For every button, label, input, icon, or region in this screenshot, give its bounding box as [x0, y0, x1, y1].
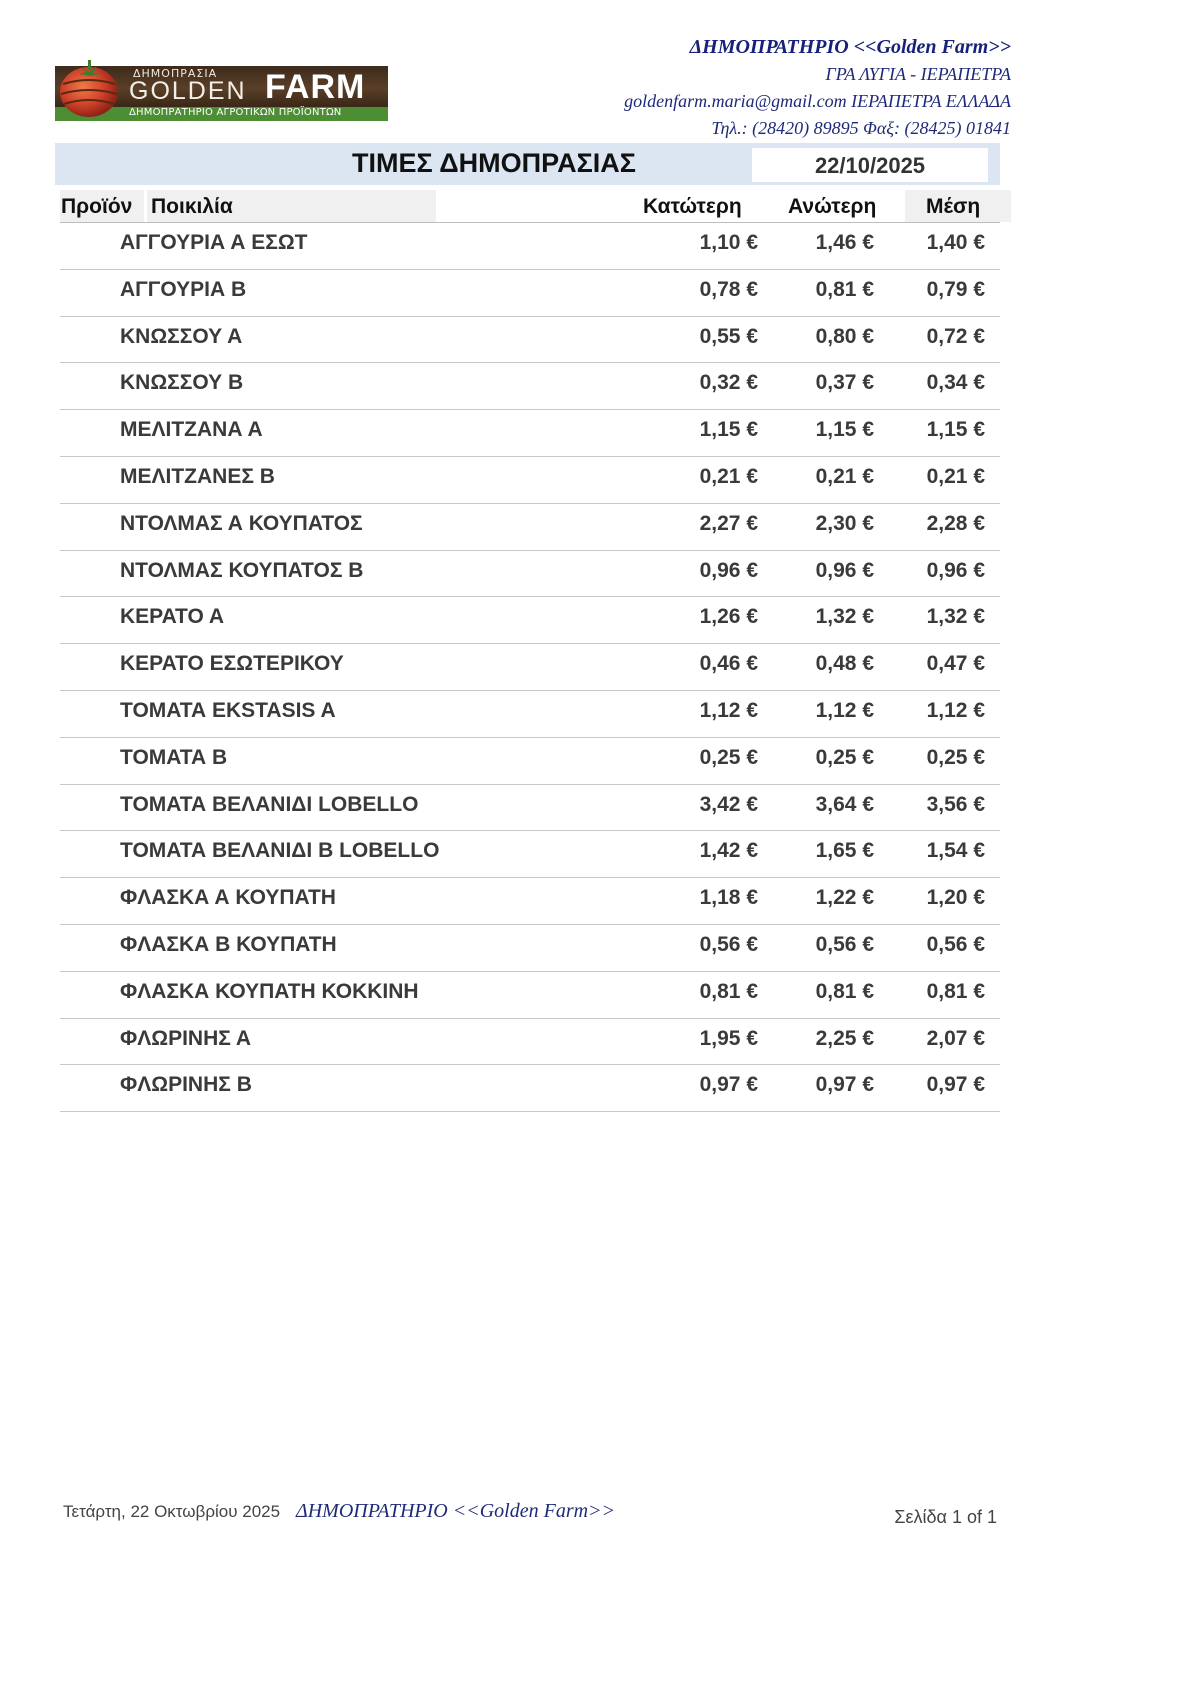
column-header-high: Ανώτερη [788, 195, 877, 218]
column-header-avg: Μέση [926, 195, 981, 218]
table-row [60, 785, 1000, 832]
high-price-cell: 0,37 € [815, 371, 874, 395]
low-price-cell: 0,21 € [699, 464, 758, 488]
table-row [60, 457, 1000, 504]
low-price-cell: 0,25 € [699, 745, 758, 769]
table-row [60, 972, 1000, 1019]
table-row [60, 504, 1000, 551]
product-name-cell: ΤΟΜΑΤΑ ΒΕΛΑΝΙΔΙ Β LOBELLO [120, 839, 440, 863]
table-row [60, 831, 1000, 878]
avg-price-cell: 3,56 € [926, 792, 985, 816]
column-header-low: Κατώτερη [643, 195, 742, 218]
low-price-cell: 0,78 € [699, 277, 758, 301]
avg-price-cell: 1,32 € [926, 605, 985, 629]
low-price-cell: 1,18 € [699, 886, 758, 910]
page-number: Σελίδα 1 of 1 [894, 1507, 997, 1527]
avg-price-cell: 0,56 € [926, 932, 985, 956]
high-price-cell: 0,80 € [815, 324, 874, 348]
product-name-cell: ΤΟΜΑΤΑ ΒΕΛΑΝΙΔΙ LOBELLO [120, 792, 419, 816]
high-price-cell: 1,32 € [815, 605, 874, 629]
product-name-cell: ΚΝΩΣΣΟΥ Α [120, 324, 243, 348]
avg-price-cell: 0,25 € [926, 745, 985, 769]
table-row [60, 925, 1000, 972]
high-price-cell: 0,96 € [815, 558, 874, 582]
avg-price-cell: 1,54 € [926, 839, 985, 863]
high-price-cell: 0,81 € [815, 277, 874, 301]
low-price-cell: 3,42 € [699, 792, 758, 816]
product-name-cell: ΑΓΓΟΥΡΙΑ Α ΕΣΩΤ [120, 231, 308, 254]
high-price-cell: 1,65 € [815, 839, 874, 863]
product-name-cell: ΦΛΑΣΚΑ Α ΚΟΥΠΑΤΗ [120, 886, 336, 910]
product-name-cell: ΤΟΜΑΤΑ Β [120, 745, 228, 769]
company-name: ΔΗΜΟΠΡΑΤΗΡΙΟ <<Golden Farm>> [689, 36, 1011, 58]
company-email: goldenfarm.maria@gmail.com ΙΕΡΑΠΕΤΡΑ ΕΛΛΑΔΑ [624, 91, 1011, 111]
avg-price-cell: 1,40 € [926, 231, 985, 254]
table-row [60, 644, 1000, 691]
avg-price-cell: 0,21 € [926, 464, 985, 488]
high-price-cell: 1,46 € [815, 231, 874, 254]
product-name-cell: ΝΤΟΛΜΑΣ ΚΟΥΠΑΤΟΣ Β [120, 558, 364, 582]
high-price-cell: 1,22 € [815, 886, 874, 910]
table-row [60, 597, 1000, 644]
product-name-cell: ΝΤΟΛΜΑΣ Α ΚΟΥΠΑΤΟΣ [120, 511, 363, 535]
low-price-cell: 0,96 € [699, 558, 758, 582]
tomato-icon [57, 58, 123, 118]
high-price-cell: 0,48 € [815, 652, 874, 676]
low-price-cell: 2,27 € [699, 511, 758, 535]
high-price-cell: 0,81 € [815, 979, 874, 1003]
product-name-cell: ΑΓΓΟΥΡΙΑ Β [120, 277, 247, 301]
avg-price-cell: 0,72 € [926, 324, 985, 348]
avg-price-cell: 1,20 € [926, 886, 985, 910]
low-price-cell: 1,12 € [699, 698, 758, 722]
product-name-cell: ΦΛΩΡΙΝΗΣ Β [120, 1073, 252, 1097]
low-price-cell: 0,81 € [699, 979, 758, 1003]
avg-price-cell: 2,28 € [926, 511, 985, 535]
column-header-variety: Ποικιλία [151, 195, 233, 218]
footer-company: ΔΗΜΟΠΡΑΤΗΡΙΟ <<Golden Farm>> [296, 1500, 616, 1522]
high-price-cell: 1,12 € [815, 698, 874, 722]
table-row [60, 270, 1000, 317]
company-phones: Τηλ.: (28420) 89895 Φαξ: (28425) 01841 [711, 118, 1011, 138]
avg-price-cell: 0,97 € [926, 1073, 985, 1097]
low-price-cell: 1,10 € [699, 231, 758, 254]
low-price-cell: 0,46 € [699, 652, 758, 676]
logo-farm-text: FARM [265, 68, 366, 106]
avg-price-cell: 0,81 € [926, 979, 985, 1003]
table-row [60, 1019, 1000, 1066]
low-price-cell: 0,56 € [699, 932, 758, 956]
auction-date: 22/10/2025 [814, 153, 926, 178]
company-location: ΓΡΑ ΛΥΓΙΑ - ΙΕΡΑΠΕΤΡΑ [825, 64, 1011, 84]
logo-small-text: ΔΗΜΟΠΡΑΣΙΑ [133, 67, 218, 80]
product-name-cell: ΦΛΑΣΚΑ Β ΚΟΥΠΑΤΗ [120, 932, 337, 956]
footer-date: Τετάρτη, 22 Οκτωβρίου 2025 [63, 1502, 281, 1521]
avg-price-cell: 0,34 € [926, 371, 985, 395]
table-row [60, 878, 1000, 925]
high-price-cell: 0,25 € [815, 745, 874, 769]
high-price-cell: 2,30 € [815, 511, 874, 535]
low-price-cell: 1,15 € [699, 418, 758, 442]
table-row [60, 363, 1000, 410]
low-price-cell: 0,97 € [699, 1073, 758, 1097]
product-name-cell: ΚΝΩΣΣΟΥ Β [120, 371, 244, 395]
low-price-cell: 0,55 € [699, 324, 758, 348]
logo-tagline: ΔΗΜΟΠΡΑΤΗΡΙΟ ΑΓΡΟΤΙΚΩΝ ΠΡΟΪΟΝΤΩΝ [129, 107, 342, 118]
page-title: ΤΙΜΕΣ ΔΗΜΟΠΡΑΣΙΑΣ [352, 148, 637, 178]
avg-price-cell: 2,07 € [926, 1026, 985, 1050]
table-row [60, 410, 1000, 457]
table-row [60, 1065, 1000, 1112]
avg-price-cell: 1,12 € [926, 698, 985, 722]
avg-price-cell: 1,15 € [926, 418, 985, 442]
avg-price-cell: 0,47 € [926, 652, 985, 676]
high-price-cell: 1,15 € [815, 418, 874, 442]
table-row [60, 738, 1000, 785]
product-name-cell: ΚΕΡΑΤΟ Α [120, 605, 225, 629]
high-price-cell: 0,97 € [815, 1073, 874, 1097]
product-name-cell: ΜΕΛΙΤΖΑΝΑ Α [120, 418, 263, 442]
high-price-cell: 3,64 € [815, 792, 874, 816]
product-name-cell: ΜΕΛΙΤΖΑΝΕΣ Β [120, 464, 275, 488]
high-price-cell: 2,25 € [815, 1026, 874, 1050]
low-price-cell: 1,26 € [699, 605, 758, 629]
low-price-cell: 1,42 € [699, 839, 758, 863]
golden-farm-logo [55, 52, 388, 121]
logo-golden-text: GOLDEN [129, 77, 247, 105]
low-price-cell: 0,32 € [699, 371, 758, 395]
price-table [60, 223, 1000, 1112]
avg-price-cell: 0,96 € [926, 558, 985, 582]
product-name-cell: ΚΕΡΑΤΟ ΕΣΩΤΕΡΙΚΟΥ [120, 652, 344, 676]
table-row [60, 317, 1000, 364]
product-name-cell: ΦΛΩΡΙΝΗΣ Α [120, 1026, 252, 1050]
high-price-cell: 0,21 € [815, 464, 874, 488]
product-name-cell: ΦΛΑΣΚΑ ΚΟΥΠΑΤΗ ΚΟΚΚΙΝΗ [120, 979, 419, 1003]
table-row [60, 691, 1000, 738]
avg-price-cell: 0,79 € [926, 277, 985, 301]
low-price-cell: 1,95 € [699, 1026, 758, 1050]
table-row [60, 551, 1000, 598]
column-header-product: Προϊόν [61, 195, 133, 218]
high-price-cell: 0,56 € [815, 932, 874, 956]
table-row [60, 223, 1000, 270]
product-name-cell: ΤΟΜΑΤΑ EKSTASIS A [120, 698, 336, 722]
